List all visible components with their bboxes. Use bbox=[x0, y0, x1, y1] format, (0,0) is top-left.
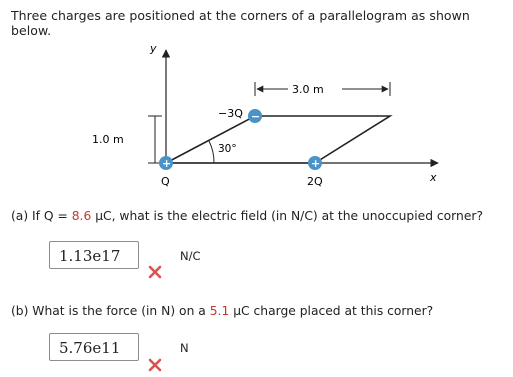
charge-top-label: −3Q bbox=[218, 107, 243, 120]
minus-sign: − bbox=[251, 110, 261, 123]
charge-origin bbox=[159, 156, 173, 170]
plus-sign: + bbox=[311, 157, 321, 170]
question-a-prefix: (a) If Q = bbox=[11, 209, 72, 223]
x-axis-label: x bbox=[430, 171, 437, 184]
angle-arc bbox=[209, 141, 214, 163]
problem-intro: Three charges are positioned at the corners of a parallelogram as shown below. bbox=[11, 8, 470, 38]
incorrect-icon bbox=[148, 358, 162, 372]
charge-right-label: 2Q bbox=[307, 175, 323, 188]
width-label: 3.0 m bbox=[292, 83, 324, 96]
charge-top bbox=[248, 109, 262, 123]
charge-origin-label: Q bbox=[161, 175, 170, 188]
answer-b-field[interactable]: 5.76e11 bbox=[49, 333, 139, 361]
question-b-prefix: (b) What is the force (in N) on a bbox=[11, 304, 210, 318]
answer-b-unit: N bbox=[180, 341, 189, 355]
question-a bbox=[11, 209, 483, 223]
question-b-suffix: μC charge placed at this corner? bbox=[229, 304, 434, 318]
answer-a-field[interactable]: 1.13e17 bbox=[49, 241, 139, 269]
y-axis-label: y bbox=[150, 42, 157, 55]
question-a-value: 8.6 bbox=[71, 209, 92, 223]
answer-a-unit: N/C bbox=[180, 249, 201, 263]
question-b-value: 5.1 bbox=[209, 304, 230, 318]
incorrect-icon bbox=[148, 265, 162, 279]
charge-right bbox=[308, 156, 322, 170]
height-label: 1.0 m bbox=[92, 133, 124, 146]
angle-label: 30° bbox=[218, 143, 237, 155]
parallelogram bbox=[166, 116, 390, 163]
plus-sign: + bbox=[162, 157, 172, 170]
question-a-suffix: μC, what is the electric field (in N/C) at the unoccupied corner? bbox=[91, 209, 483, 223]
question-b bbox=[11, 304, 433, 318]
